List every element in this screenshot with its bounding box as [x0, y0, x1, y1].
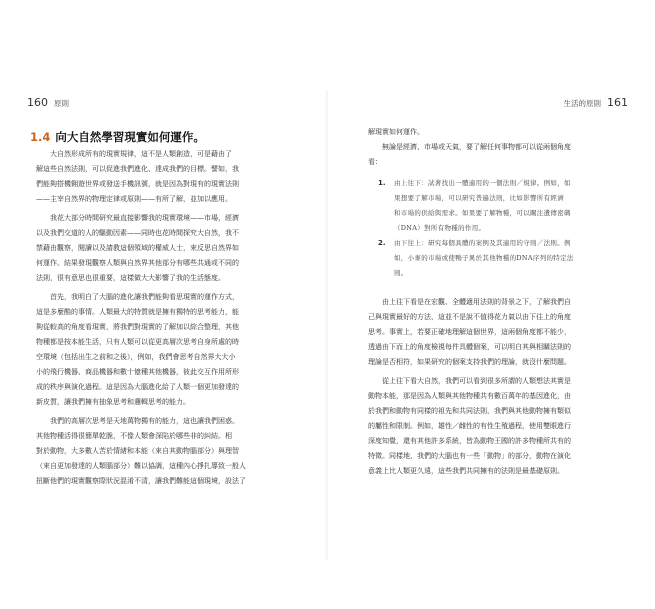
text-line: 透過由下而上的角度檢視每件具體個案，可以明白其與相關法則的 [368, 343, 571, 351]
text-line: 首先，我明白了大腦的進化讓我們能夠看思現實的運作方式， [50, 293, 239, 301]
text-line: 夠從較高的角度看現實，將我們對現實的了解加以綜合整理，其他 [36, 323, 239, 331]
text-line: 意義上比人類更久遠，這些我們共同擁有的法則是最基礎原則。 [368, 467, 564, 475]
text-line: 無論是經濟、市場或天氣，要了解任何事物都可以從兩個角度 [382, 143, 571, 151]
text-line: 新皮質，讓我們擁有抽象思考和邏輯思考的能力。 [36, 398, 190, 406]
list-item [368, 236, 617, 281]
section-heading [30, 129, 320, 145]
text-line: 特徵。同樣地，我們的大腦也有一些「動物」的部分，動物在演化 [368, 452, 571, 460]
text-line: 扭斷他們的現實觀察際狀況混淆不清，讓我們難能這個現境，設法了 [36, 477, 246, 485]
text-line: 小的飛行機器、商品機器和數十億種其他機器，彼此交互作用所形 [36, 368, 239, 376]
text-line: 理論是否相符，如果研究的個案支持我們的理論，就沒什麼問題。 [368, 358, 571, 366]
text-line: 如，小麥的市場或使鴨子異於其他物種的DNA序列的特定法 [394, 254, 574, 262]
text-line: 果想要了解市場，可以研究普遍法則，比如影響所有經濟 [394, 194, 564, 202]
text-line: 成的秩序與演化過程。這是因為大腦進化給了人類一個更加發達的 [36, 383, 239, 391]
text-line: 物種都是按本能生活，只有人類可以從更高層次思考自身所處的時 [36, 338, 239, 346]
text-line: 由上往下：試著找出一體適用的一個法則／規律。例如，如 [394, 179, 571, 187]
list-item-text [394, 176, 617, 236]
text-line: 何運作。結果發現觀察人類與自然界其他部分有哪些共通或不同的 [36, 259, 239, 267]
list-item-number: 1. [378, 179, 386, 187]
text-line: 思考。事實上，若要正確地理解這個世界，這兩個角度都不能少， [368, 328, 571, 336]
text-line: 解這些自然法則，可以促進我們進化、達成我們的目標。譬如，我 [36, 165, 239, 173]
list-item-number: 2. [378, 239, 386, 247]
text-line: 看： [368, 158, 382, 166]
text-line: 對於動物，大多數人苦於情緒和本能（來自其動物腦部分）與理智 [36, 447, 239, 455]
text-line: 由下往上：研究每個具體的案例及其適用的守則／法則。例 [394, 239, 571, 247]
right-main-text [368, 295, 617, 479]
list-item [368, 176, 617, 236]
text-line: 其他物種活得很簡單乾脆，不像人類會深陷於哪些非的糾結。相 [36, 432, 232, 440]
text-line: 動物本能，那是因為人類與其他物種共有數百萬年的基因進化，由 [368, 392, 571, 400]
left-page [0, 0, 327, 609]
right-intro [368, 125, 617, 170]
numbered-list [368, 176, 617, 281]
list-item-text [394, 236, 617, 281]
text-line: 大自然形成所有的現實規律，這不是人類創造，可是藉由了 [50, 150, 232, 158]
text-line: 則。 [394, 269, 408, 277]
text-line: 深度知覺，還有其他許多系統，皆為動物王國的許多物種所共有的 [368, 437, 571, 445]
text-line: 空環境（包括出生之前和之後），例如，我們會思考自然界大大小 [36, 353, 236, 361]
text-line: 的屬性和限制。例如，雄性／雌性的有性生殖過程，使用雙眼進行 [368, 422, 571, 430]
left-body-text [36, 147, 287, 489]
text-line: 我們的高層次思考是天地萬物獨有的能力，這也讓我們困惑。 [50, 417, 239, 425]
right-running-head [564, 96, 629, 109]
text-line: （DNA）對所有物種的作用。 [394, 224, 486, 232]
right-body-text [368, 125, 617, 479]
left-page-number: 160 [27, 96, 48, 109]
section-number: 1.4 [30, 130, 51, 144]
text-line: 解現實如何運作。 [368, 128, 424, 136]
text-line: 己與現實最好的方法，這並不是說不值得花力氣以由下往上的角度 [368, 313, 571, 321]
text-line: 於我們和動物有同樣的祖先和共同法則，我們與其他動物擁有類似 [368, 407, 571, 415]
text-line: 法則，很有意思也很重要，這樣做大大影響了我的生活態度。 [36, 274, 225, 282]
text-line: 我花大部分時間研究最直接影響我的現實環境——市場，經濟 [50, 214, 239, 222]
text-line: 們能夠搭機翱遊世界或發送手機訊號，就是因為對現有的現實法則 [36, 180, 239, 188]
section-title: 向大自然學習現實如何運作。 [55, 130, 205, 144]
text-line: 禁藉由觀察，閱讀以及請教這個領域的權威人士，來反思自然界如 [36, 244, 239, 252]
text-line: 從上往下看大自然，我們可以看到很多所謂的人類想法其實是 [382, 377, 571, 385]
text-line: 和市場的供給與需求。如果要了解物種，可以關注遺傳密碼 [394, 209, 571, 217]
text-line: （來自更加發達的人類腦部分）難以協調，這種內心掙扎導致一般人 [36, 462, 246, 470]
right-running-title: 生活的原則 [563, 99, 601, 108]
text-line: 以及我們交道的人的驅動因素——同時也花時間探究大自然，我不 [36, 229, 239, 237]
right-page-number: 161 [607, 96, 628, 109]
right-page [328, 0, 655, 609]
left-running-head [27, 96, 69, 109]
text-line: ——主宰自然界的物理定律或原則——有所了解，並加以應用。 [36, 195, 232, 203]
left-running-title: 原則 [54, 99, 69, 108]
text-line: 由上往下看是在宏觀、全體適用法則的背景之下，了解我們自 [382, 298, 571, 306]
text-line: 這是多麼酷的事情。人類最大的特質就是擁有獨特的思考能力，能 [36, 308, 239, 316]
